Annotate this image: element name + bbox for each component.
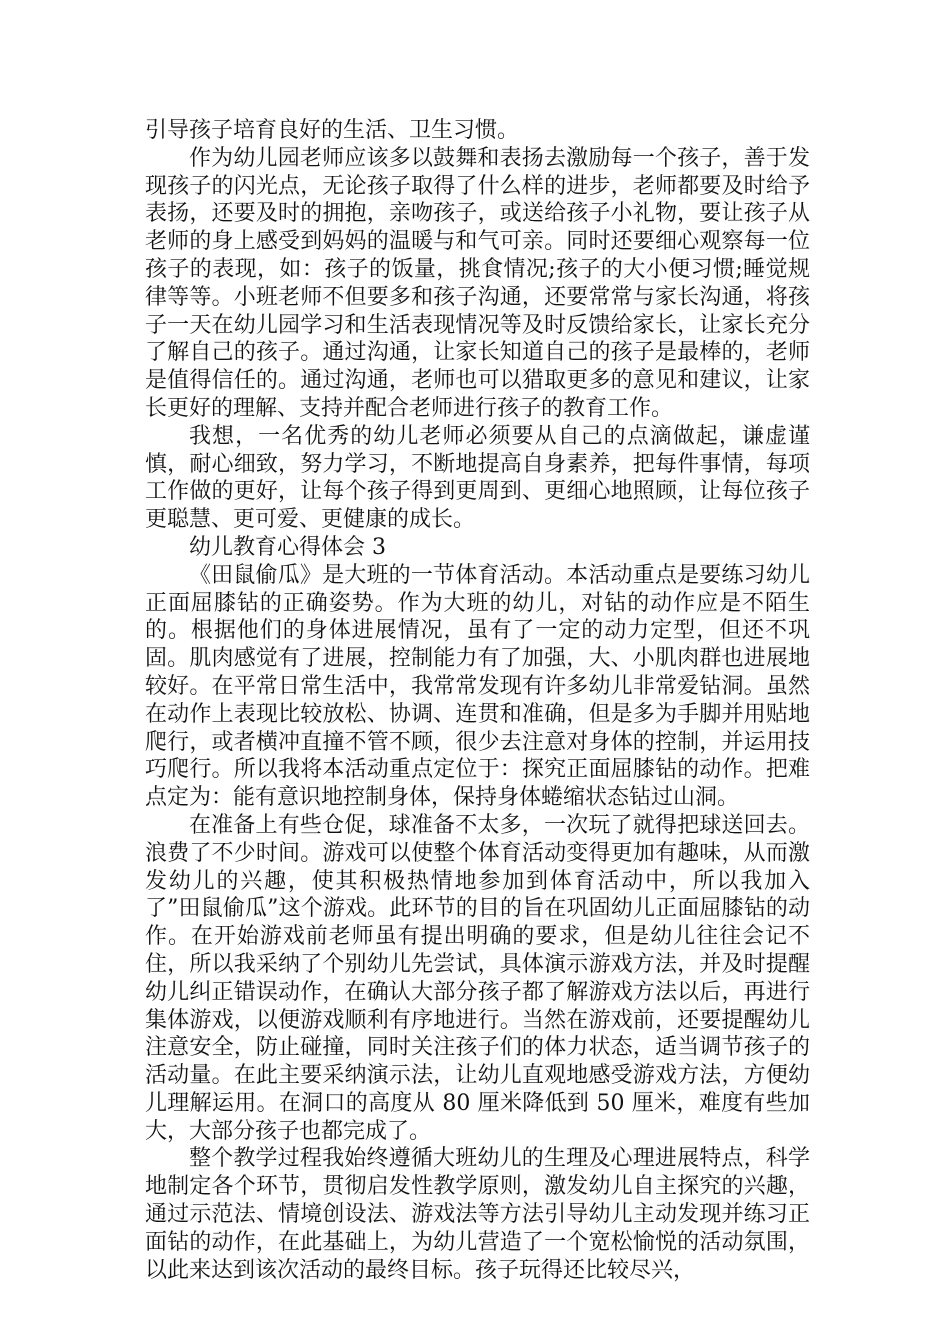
document-page — [145, 117, 810, 1284]
paragraph-activity-overview: 《田鼠偷瓜》是大班的一节体育活动。本活动重点是要练习幼儿正面屈膝钻的正确姿势。作为大班的幼儿，对钻的动作应是不陌生的。根据他们的身体进展情况，虽有了一定的动力定型，但还不巩固。肌肉感觉有了进展，控制能力有了加强，大、小肌肉群也进展地较好。在平常日常生活中，我常常发现有许多幼儿非常爱钻洞。虽然在动作上表现比较放松、协调、连贯和准确，但是多为手脚并用贴地爬行，或者横冲直撞不管不顾，很少去注意对身体的控制，并运用技巧爬行。所以我将本活动重点定位于：探究正面屈膝钻的动作。把难点定为：能有意识地控制身体，保持身体蜷缩状态钻过山洞。 — [145, 562, 810, 811]
section-heading: 幼儿教育心得体会 3 — [189, 534, 386, 560]
paragraph-habits-intro: 引导孩子培育良好的生活、卫生习惯。 — [145, 118, 520, 143]
paragraph-game-preparation: 在准备上有些仓促，球准备不太多，一次玩了就得把球送回去。浪费了不少时间。游戏可以使整个体育活动变得更加有趣味，从而激发幼儿的兴趣，使其积极热情地参加到体育活动中，所以我加入了”田鼠偷瓜”这个游戏。此环节的目的旨在巩固幼儿正面屈膝钻的动作。在开始游戏前老师虽有提出明确的要求，但是幼儿往往会记不住，所以我采纳了个别幼儿先尝试，具体演示游戏方法，并及时提醒幼儿纠正错误动作，在确认大部分孩子都了解游戏方法以后，再进行集体游戏，以便游戏顺利有序地进行。当然在游戏前，还要提醒幼儿注意安全，防止碰撞，同时关注孩子们的体力状态，适当调节孩子的活动量。在此主要采纳演示法，让幼儿直观地感受游戏方法，方便幼儿理解运用。在洞口的高度从 80 厘米降低到 50 厘米，难度有些加大，大部分孩子也都完成了。 — [145, 812, 810, 1144]
paragraph-teacher-reflection: 我想，一名优秀的幼儿老师必须要从自己的点滴做起，谦虚谨慎，耐心细致，努力学习，不断地提高自身素养，把每件事情，每项工作做的更好，让每个孩子得到更周到、更细心地照顾，让每位孩子更聪慧、更可爱、更健康的成长。 — [145, 423, 810, 533]
paragraph-teaching-process: 整个教学过程我始终遵循大班幼儿的生理及心理进展特点，科学地制定各个环节，贯彻启发性教学原则，激发幼儿自主探究的兴趣，通过示范法、情境创设法、游戏法等方法引导幼儿主动发现并练习正面钻的动作，在此基础上，为幼儿营造了一个宽松愉悦的活动氛围，以此来达到该次活动的最终目标。孩子玩得还比较尽兴， — [145, 1146, 810, 1283]
paragraph-praise-and-communication: 作为幼儿园老师应该多以鼓舞和表扬去激励每一个孩子，善于发现孩子的闪光点，无论孩子取得了什么样的进步，老师都要及时给予表扬，还要及时的拥抱，亲吻孩子，或送给孩子小礼物，要让孩子从老师的身上感受到妈妈的温暖与和气可亲。同时还要细心观察每一位孩子的表现，如：孩子的饭量，挑食情况;孩子的大小便习惯;睡觉规律等等。小班老师不但要多和孩子沟通，还要常常与家长沟通，将孩子一天在幼儿园学习和生活表现情况等及时反馈给家长，让家长充分了解自己的孩子。通过沟通，让家长知道自己的孩子是最棒的，老师是值得信任的。通过沟通，老师也可以猎取更多的意见和建议，让家长更好的理解、支持并配合老师进行孩子的教育工作。 — [145, 145, 810, 421]
